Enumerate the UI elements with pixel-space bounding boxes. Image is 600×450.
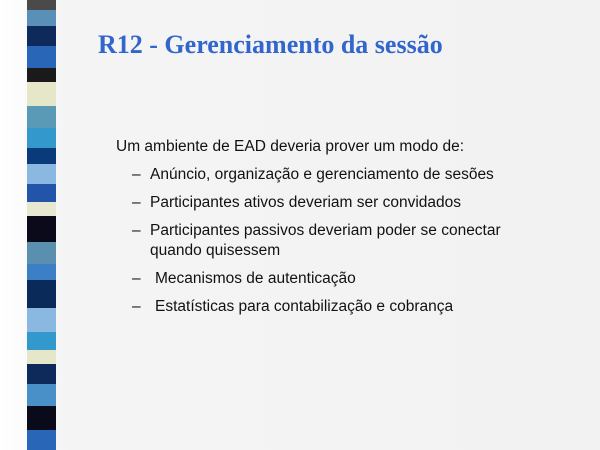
list-item [116, 193, 556, 213]
strip-block [27, 26, 56, 46]
strip-block [27, 384, 56, 406]
strip-block [27, 148, 56, 164]
strip-block [27, 332, 56, 350]
bullet-text: Participantes passivos deveriam poder se conectar quando quisessem [150, 222, 501, 259]
list-item [116, 221, 556, 261]
bullet-text: Anúncio, organização e gerenciamento de sesões [150, 166, 494, 183]
strip-block [27, 82, 56, 106]
bullet-text: Mecanismos de autenticação [155, 270, 356, 287]
bullet-list [116, 165, 556, 317]
bullet-dash: – [132, 298, 141, 315]
strip-block [27, 242, 56, 264]
slide-title: R12 - Gerenciamento da sessão [98, 30, 443, 59]
strip-block [27, 364, 56, 384]
strip-block [27, 106, 56, 128]
bullet-dash: – [132, 194, 141, 211]
strip-block [27, 202, 56, 216]
slide-body [116, 137, 556, 325]
strip-block [27, 184, 56, 202]
bullet-text: Participantes ativos deveriam ser convidados [150, 194, 462, 211]
strip-block [27, 128, 56, 148]
strip-block [27, 10, 56, 26]
strip-block [27, 216, 56, 242]
strip-block [27, 164, 56, 184]
decorative-color-strip [27, 0, 56, 450]
bullet-dash: – [132, 222, 141, 239]
intro-text: Um ambiente de EAD deveria prover um modo de: [116, 138, 465, 155]
list-item [116, 269, 556, 289]
bullet-text: Estatísticas para contabilização e cobrança [155, 298, 454, 315]
list-item [116, 297, 556, 317]
strip-block [27, 68, 56, 82]
bullet-dash: – [132, 270, 141, 287]
strip-block [27, 264, 56, 280]
strip-block [27, 430, 56, 450]
strip-block [27, 0, 56, 10]
strip-block [27, 46, 56, 68]
list-item [116, 165, 556, 185]
bullet-dash: – [132, 166, 141, 183]
strip-block [27, 350, 56, 364]
strip-block [27, 406, 56, 430]
strip-block [27, 308, 56, 332]
strip-block [27, 280, 56, 308]
